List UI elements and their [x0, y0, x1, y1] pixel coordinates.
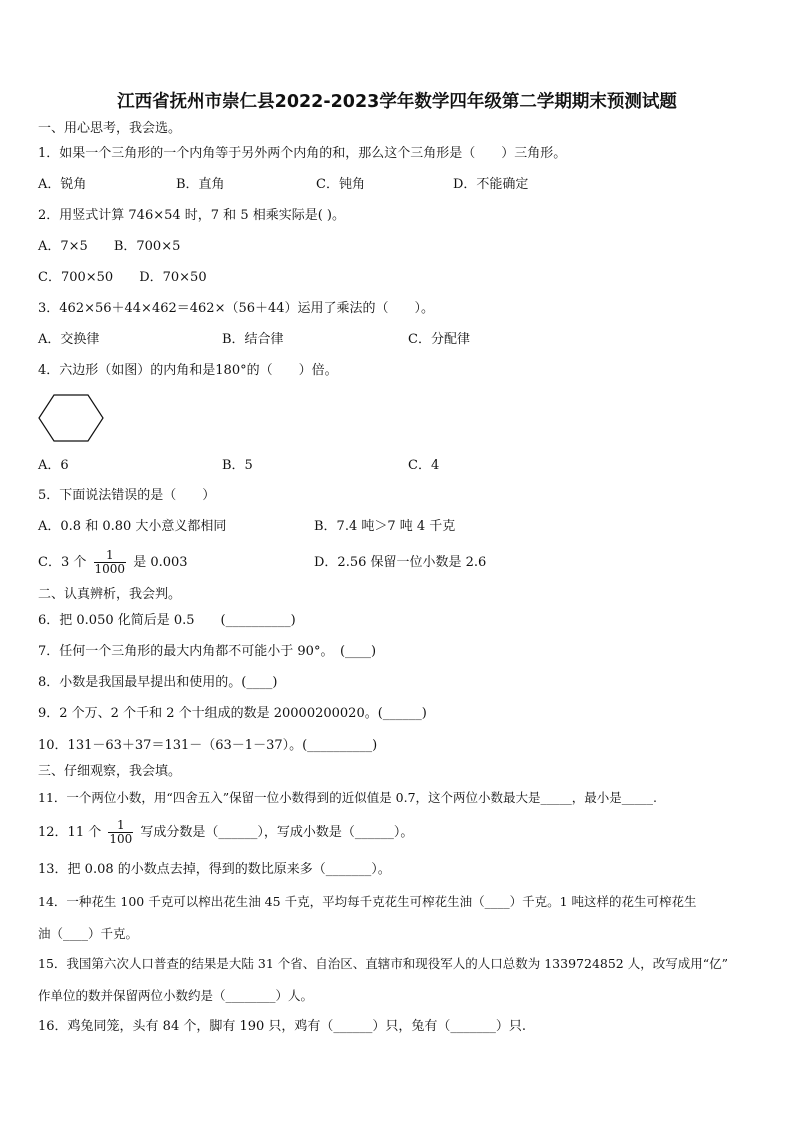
question-13: 13．把 0.08 的小数点去掉，得到的数比原来多（_______）。: [38, 862, 391, 877]
question-2-options-cd: C．700×50 D．70×50: [38, 270, 207, 285]
question-1-option-b: B．直角: [176, 177, 225, 192]
question-12: [38, 815, 413, 851]
question-12-suffix: 写成分数是（______），写成小数是（______）。: [140, 825, 414, 840]
question-10: 10．131－63＋37＝131－（63－1－37）。(__________): [38, 738, 378, 753]
question-14-line-1: 14．一种花生 100 千克可以榨出花生油 45 千克，平均每千克花生可榨花生油（____）千克。1 吨这样的花生可榨花生: [38, 894, 697, 909]
question-11: 11．一个两位小数，用“四舍五入”保留一位小数得到的近似值是 0.7，这个两位小数最大是_____，最小是_____.: [38, 790, 658, 805]
question-4-option-b: B．5: [222, 458, 253, 473]
question-5-option-c-prefix: C．3 个: [38, 555, 87, 570]
question-5-option-b: B．7.4 吨＞7 吨 4 千克: [314, 519, 456, 534]
question-1-option-c: C．钝角: [316, 177, 365, 192]
section-heading-judge: 二、认真辨析，我会判。: [38, 587, 182, 602]
question-5-option-a: A．0.8 和 0.80 大小意义都相同: [38, 519, 227, 534]
question-12-prefix: 12．11 个: [38, 825, 102, 840]
question-1-stem: 1．如果一个三角形的一个内角等于另外两个内角的和，那么这个三角形是（ ）三角形。: [38, 146, 567, 161]
question-15-line-2: 作单位的数并保留两位小数约是（________）人。: [38, 988, 314, 1003]
question-4-option-a: A．6: [38, 458, 69, 473]
question-2-options-ab: A．7×5 B．700×5: [38, 239, 181, 254]
question-1-option-d: D．不能确定: [453, 177, 529, 192]
fraction-numerator: 1: [105, 548, 114, 562]
question-3-option-b: B．结合律: [222, 332, 284, 347]
fraction-denominator: 1000: [94, 562, 126, 576]
question-4-stem: 4．六边形（如图）的内角和是180°的（ ）倍。: [38, 363, 338, 378]
question-16: 16．鸡兔同笼，头有 84 个，脚有 190 只，鸡有（______）只，兔有（_______）只.: [38, 1019, 527, 1034]
question-1-option-a: A．锐角: [38, 177, 87, 192]
question-15-line-1: 15．我国第六次人口普查的结果是大陆 31 个省、自治区、直辖市和现役军人的人口总数为 1339724852 人，改写成用“亿”: [38, 956, 729, 971]
question-7: 7．任何一个三角形的最大内角都不可能小于 90°。 (____): [38, 644, 377, 659]
question-6: 6．把 0.050 化简后是 0.5 (__________): [38, 613, 296, 628]
question-5-option-d: D．2.56 保留一位小数是 2.6: [314, 555, 487, 570]
hexagon-figure: [38, 394, 104, 442]
fraction-one-hundredth: [108, 819, 133, 846]
question-3-option-c: C．分配律: [408, 332, 470, 347]
question-14-line-2: 油（____）千克。: [38, 926, 139, 941]
section-heading-choice: 一、用心思考，我会选。: [38, 121, 182, 136]
question-5-option-c: [38, 548, 188, 578]
fraction-denominator: 100: [109, 832, 133, 846]
question-3-option-a: A．交换律: [38, 332, 100, 347]
question-3-stem: 3．462×56＋44×462＝462×（56＋44）运用了乘法的（ ）。: [38, 301, 435, 316]
fraction-one-thousandth: [94, 549, 127, 576]
question-5-option-c-suffix: 是 0.003: [133, 555, 188, 570]
question-2-stem: 2．用竖式计算 746×54 时，7 和 5 相乘实际是( )。: [38, 208, 345, 223]
question-5-stem: 5．下面说法错误的是（ ）: [38, 488, 216, 503]
question-8: 8．小数是我国最早提出和使用的。(____): [38, 675, 278, 690]
fraction-numerator: 1: [116, 818, 125, 832]
question-4-option-c: C．4: [408, 458, 440, 473]
section-heading-fill: 三、仔细观察，我会填。: [38, 764, 182, 779]
page-title: 江西省抚州市崇仁县2022-2023学年数学四年级第二学期期末预测试题: [117, 92, 677, 112]
question-9: 9．2 个万、2 个千和 2 个十组成的数是 20000200020。(______): [38, 706, 427, 721]
